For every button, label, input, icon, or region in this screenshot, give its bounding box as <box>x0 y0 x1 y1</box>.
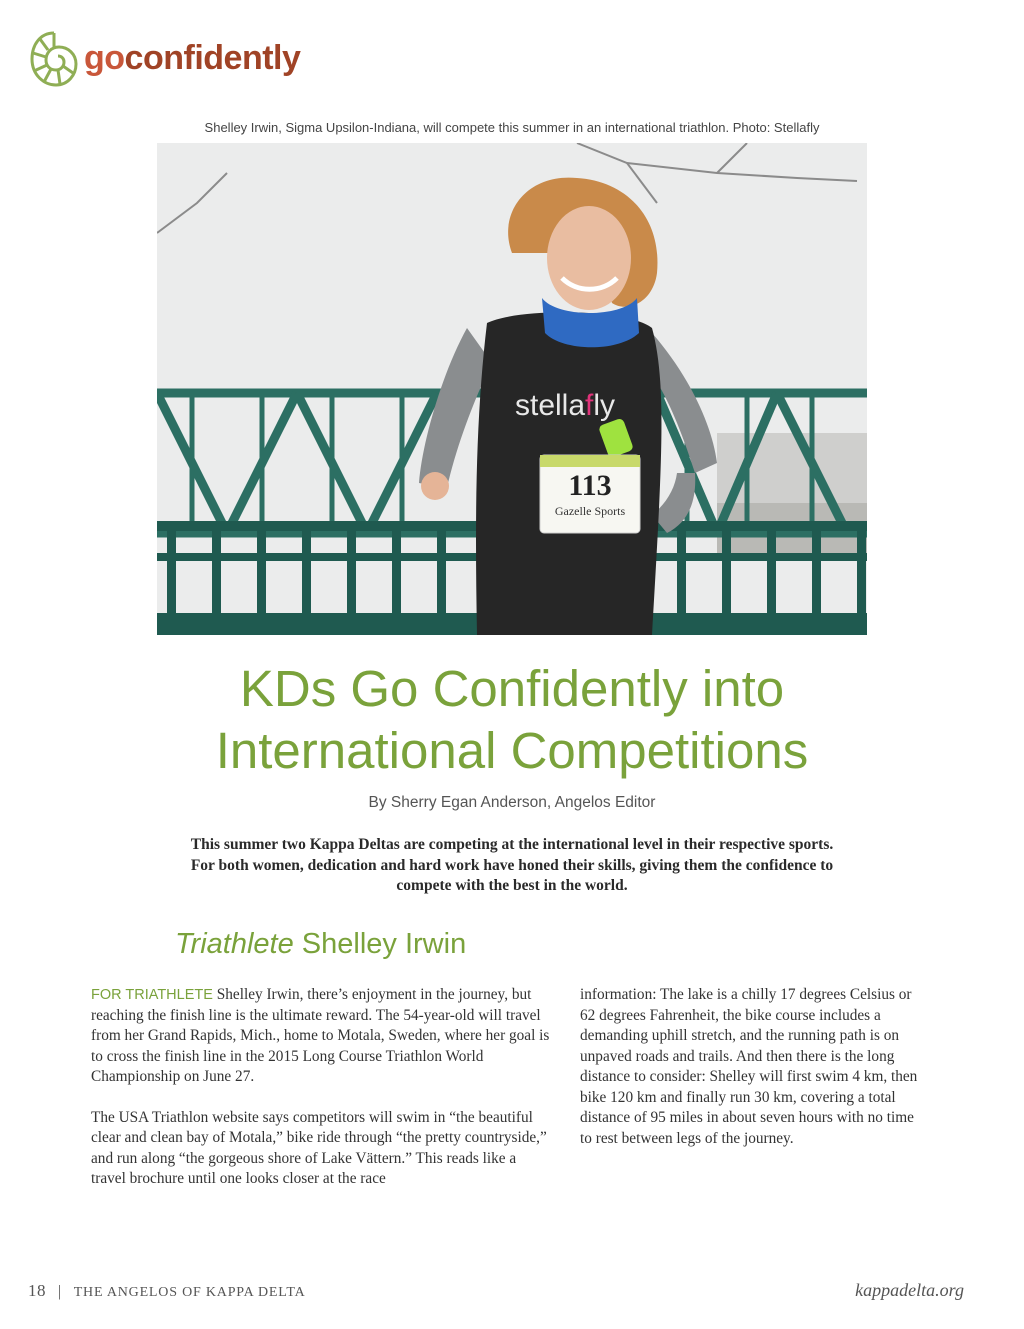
footer-separator: | <box>58 1283 62 1300</box>
body-paragraph-1 <box>91 985 553 1088</box>
brand-logo <box>28 26 300 90</box>
body-column-right <box>580 985 928 1169</box>
footer-left <box>28 1281 306 1301</box>
page-number: 18 <box>28 1281 46 1300</box>
photo-caption: Shelley Irwin, Sigma Upsilon-Indiana, will compete this summer in an international triathlon. Photo: Stellafly <box>204 120 820 135</box>
article-title-line1: KDs Go Confidently into <box>239 660 785 717</box>
publication-name: THE ANGELOS OF KAPPA DELTA <box>73 1285 306 1300</box>
brand-wordmark-rest: confidently <box>124 38 301 77</box>
shirt-text-a: stella <box>515 389 586 422</box>
section-heading-italic: Triathlete <box>175 928 294 960</box>
nautilus-shell-icon <box>28 27 80 89</box>
shirt-text-b: f <box>585 389 594 422</box>
body-paragraph-2: The USA Triathlon website says competitors will swim in “the beautiful clear and clean bay of Motala,” bike ride through “the pretty countryside,” and run along “the gorgeous shore of Lake Vättern.” This reads like a travel brochure until one looks closer at the race <box>91 1108 547 1187</box>
shirt-text-c: ly <box>593 389 616 422</box>
brand-wordmark <box>84 39 300 78</box>
website-link[interactable]: kappadelta.org <box>855 1280 964 1300</box>
body-paragraph-3: information: The lake is a chilly 17 degrees Celsius or 62 degrees Fahrenheit, the bike course includes a demanding uphill stretch, and the running path is on unpaved roads and trails. And then there is the long distance to consider: Shelley will first swim 4 km, then bike 120 km and finally run 30 km, covering a total distance of 95 miles in about seven hours with no time to rest between legs of the journey. <box>580 986 918 1147</box>
article-intro: This summer two Kappa Deltas are competing at the international level in their respective sports. For both women, dedication and hard work have honed their skills, giving them the confidence to compete with the best in the world. <box>190 836 834 894</box>
body-paragraph-1-text: Shelley Irwin, there’s enjoyment in the journey, but reaching the finish line is the ultimate reward. The 54-year-old will travel from her Grand Rapids, Mich., home to Motala, Sweden, where her goal is to cross the finish line in the 2015 Long Course Triathlon World Championship on June 27. <box>91 986 550 1085</box>
body-column-left <box>91 985 553 1210</box>
article-title <box>0 658 1024 782</box>
lead-in: FOR TRIATHLETE <box>91 987 213 1003</box>
shirt-text <box>515 389 615 422</box>
bib-number: 113 <box>568 469 612 502</box>
article-byline: By Sherry Egan Anderson, Angelos Editor <box>368 794 656 811</box>
article-title-line2: International Competitions <box>215 722 809 779</box>
brand-wordmark-go: go <box>84 38 125 77</box>
section-heading-rest: Shelley Irwin <box>293 928 467 960</box>
bib-sponsor: Gazelle Sports <box>554 504 626 518</box>
runner-photo <box>157 143 867 635</box>
section-heading <box>175 928 466 961</box>
